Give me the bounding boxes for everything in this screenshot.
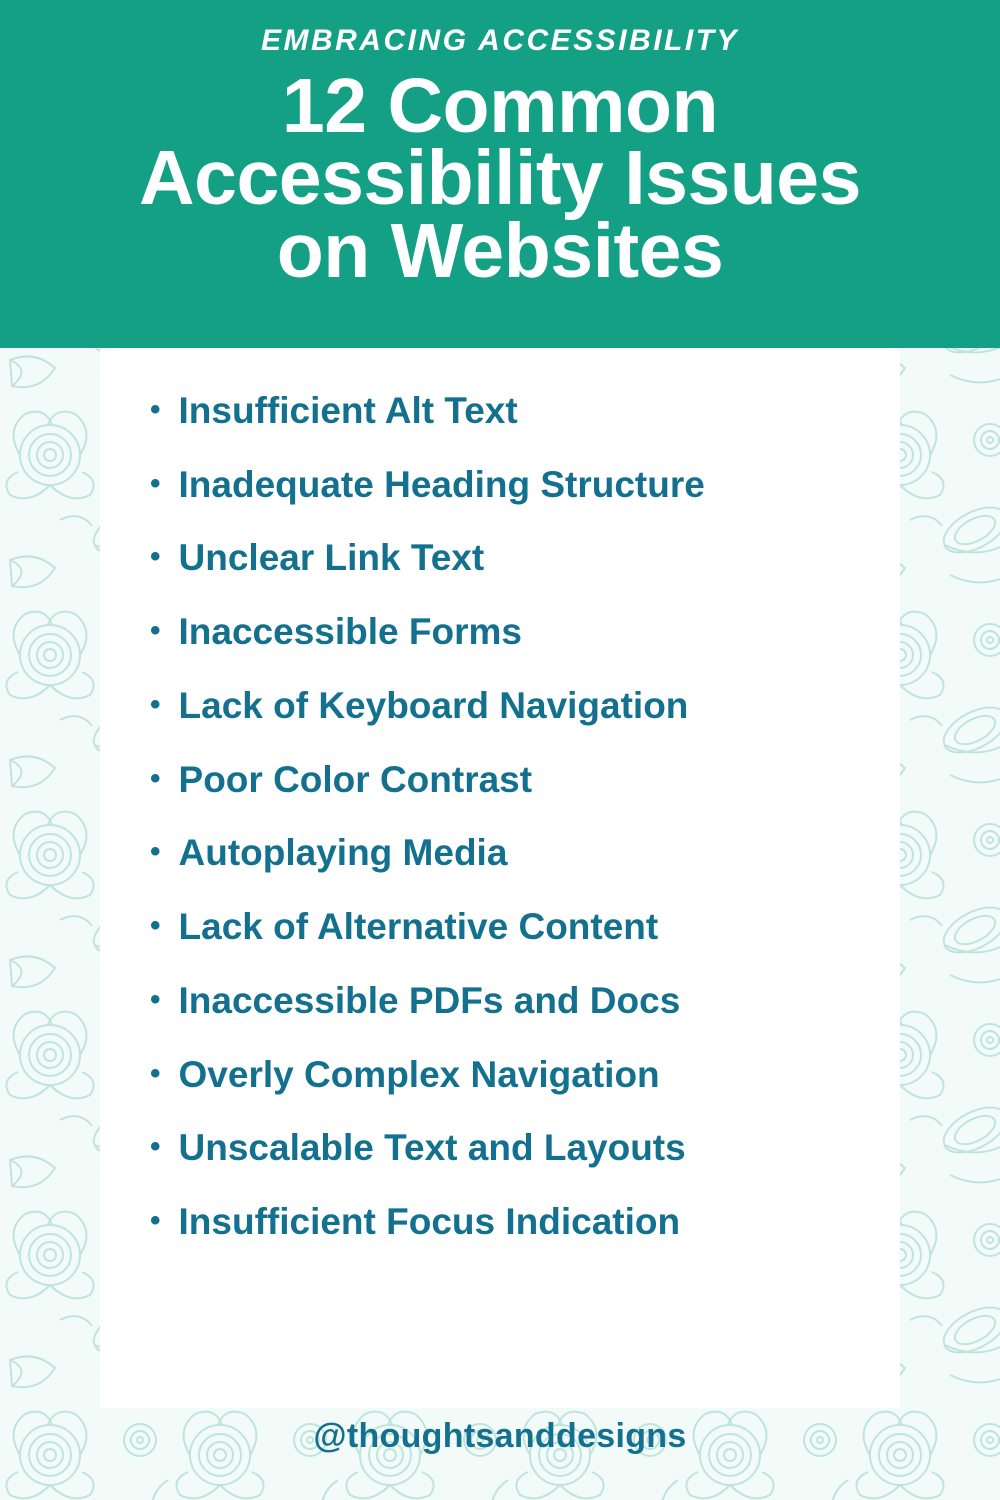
list-item-label: Unscalable Text and Layouts [178,1127,686,1169]
page-title-line-1: 12 Common [281,63,719,149]
bullet-icon: • [150,909,161,943]
list-item [150,834,900,872]
list-item [150,1129,900,1167]
page-title [20,63,980,294]
list-item [150,758,900,800]
accessibility-issue-list [100,348,900,1241]
page-title-line-3: on Websites [276,207,724,294]
eyebrow-text: EMBRACING ACCESSIBILITY [260,24,740,57]
bullet-icon: • [150,393,161,426]
list-item [150,539,900,577]
list-item [150,684,900,726]
bullet-icon: • [150,1056,161,1090]
list-item [150,1053,900,1095]
footer [0,1417,1000,1456]
header-banner [0,0,1000,348]
list-item-label: Overly Complex Navigation [178,1053,660,1095]
bullet-icon: • [150,614,161,648]
bullet-icon: • [150,761,161,795]
list-item [150,613,900,651]
list-item-label: Lack of Keyboard Navigation [178,684,689,726]
list-item-label: Unclear Link Text [178,537,485,579]
list-item [150,979,900,1021]
bullet-icon: • [150,687,161,721]
list-item-label: Autoplaying Media [178,832,508,874]
list-item-label: Lack of Alternative Content [178,906,659,948]
bullet-icon: • [150,466,161,500]
social-handle: @thoughtsanddesigns [313,1417,687,1455]
content-card [100,348,900,1408]
list-item [150,1203,900,1241]
bullet-icon: • [150,540,161,574]
list-item-label: Inadequate Heading Structure [178,463,705,505]
list-item-label: Insufficient Alt Text [178,390,518,431]
list-item-label: Insufficient Focus Indication [178,1201,681,1243]
list-item-label: Inaccessible Forms [178,611,522,653]
list-item-label: Inaccessible PDFs and Docs [178,979,681,1021]
list-item-label: Poor Color Contrast [178,758,533,800]
page-title-line-2: Accessibility Issues [139,135,861,222]
bullet-icon: • [150,1204,161,1238]
list-item [150,908,900,946]
list-item [150,463,900,505]
list-item [150,392,900,430]
bullet-icon: • [150,835,161,869]
bullet-icon: • [150,982,161,1016]
bullet-icon: • [150,1130,161,1164]
